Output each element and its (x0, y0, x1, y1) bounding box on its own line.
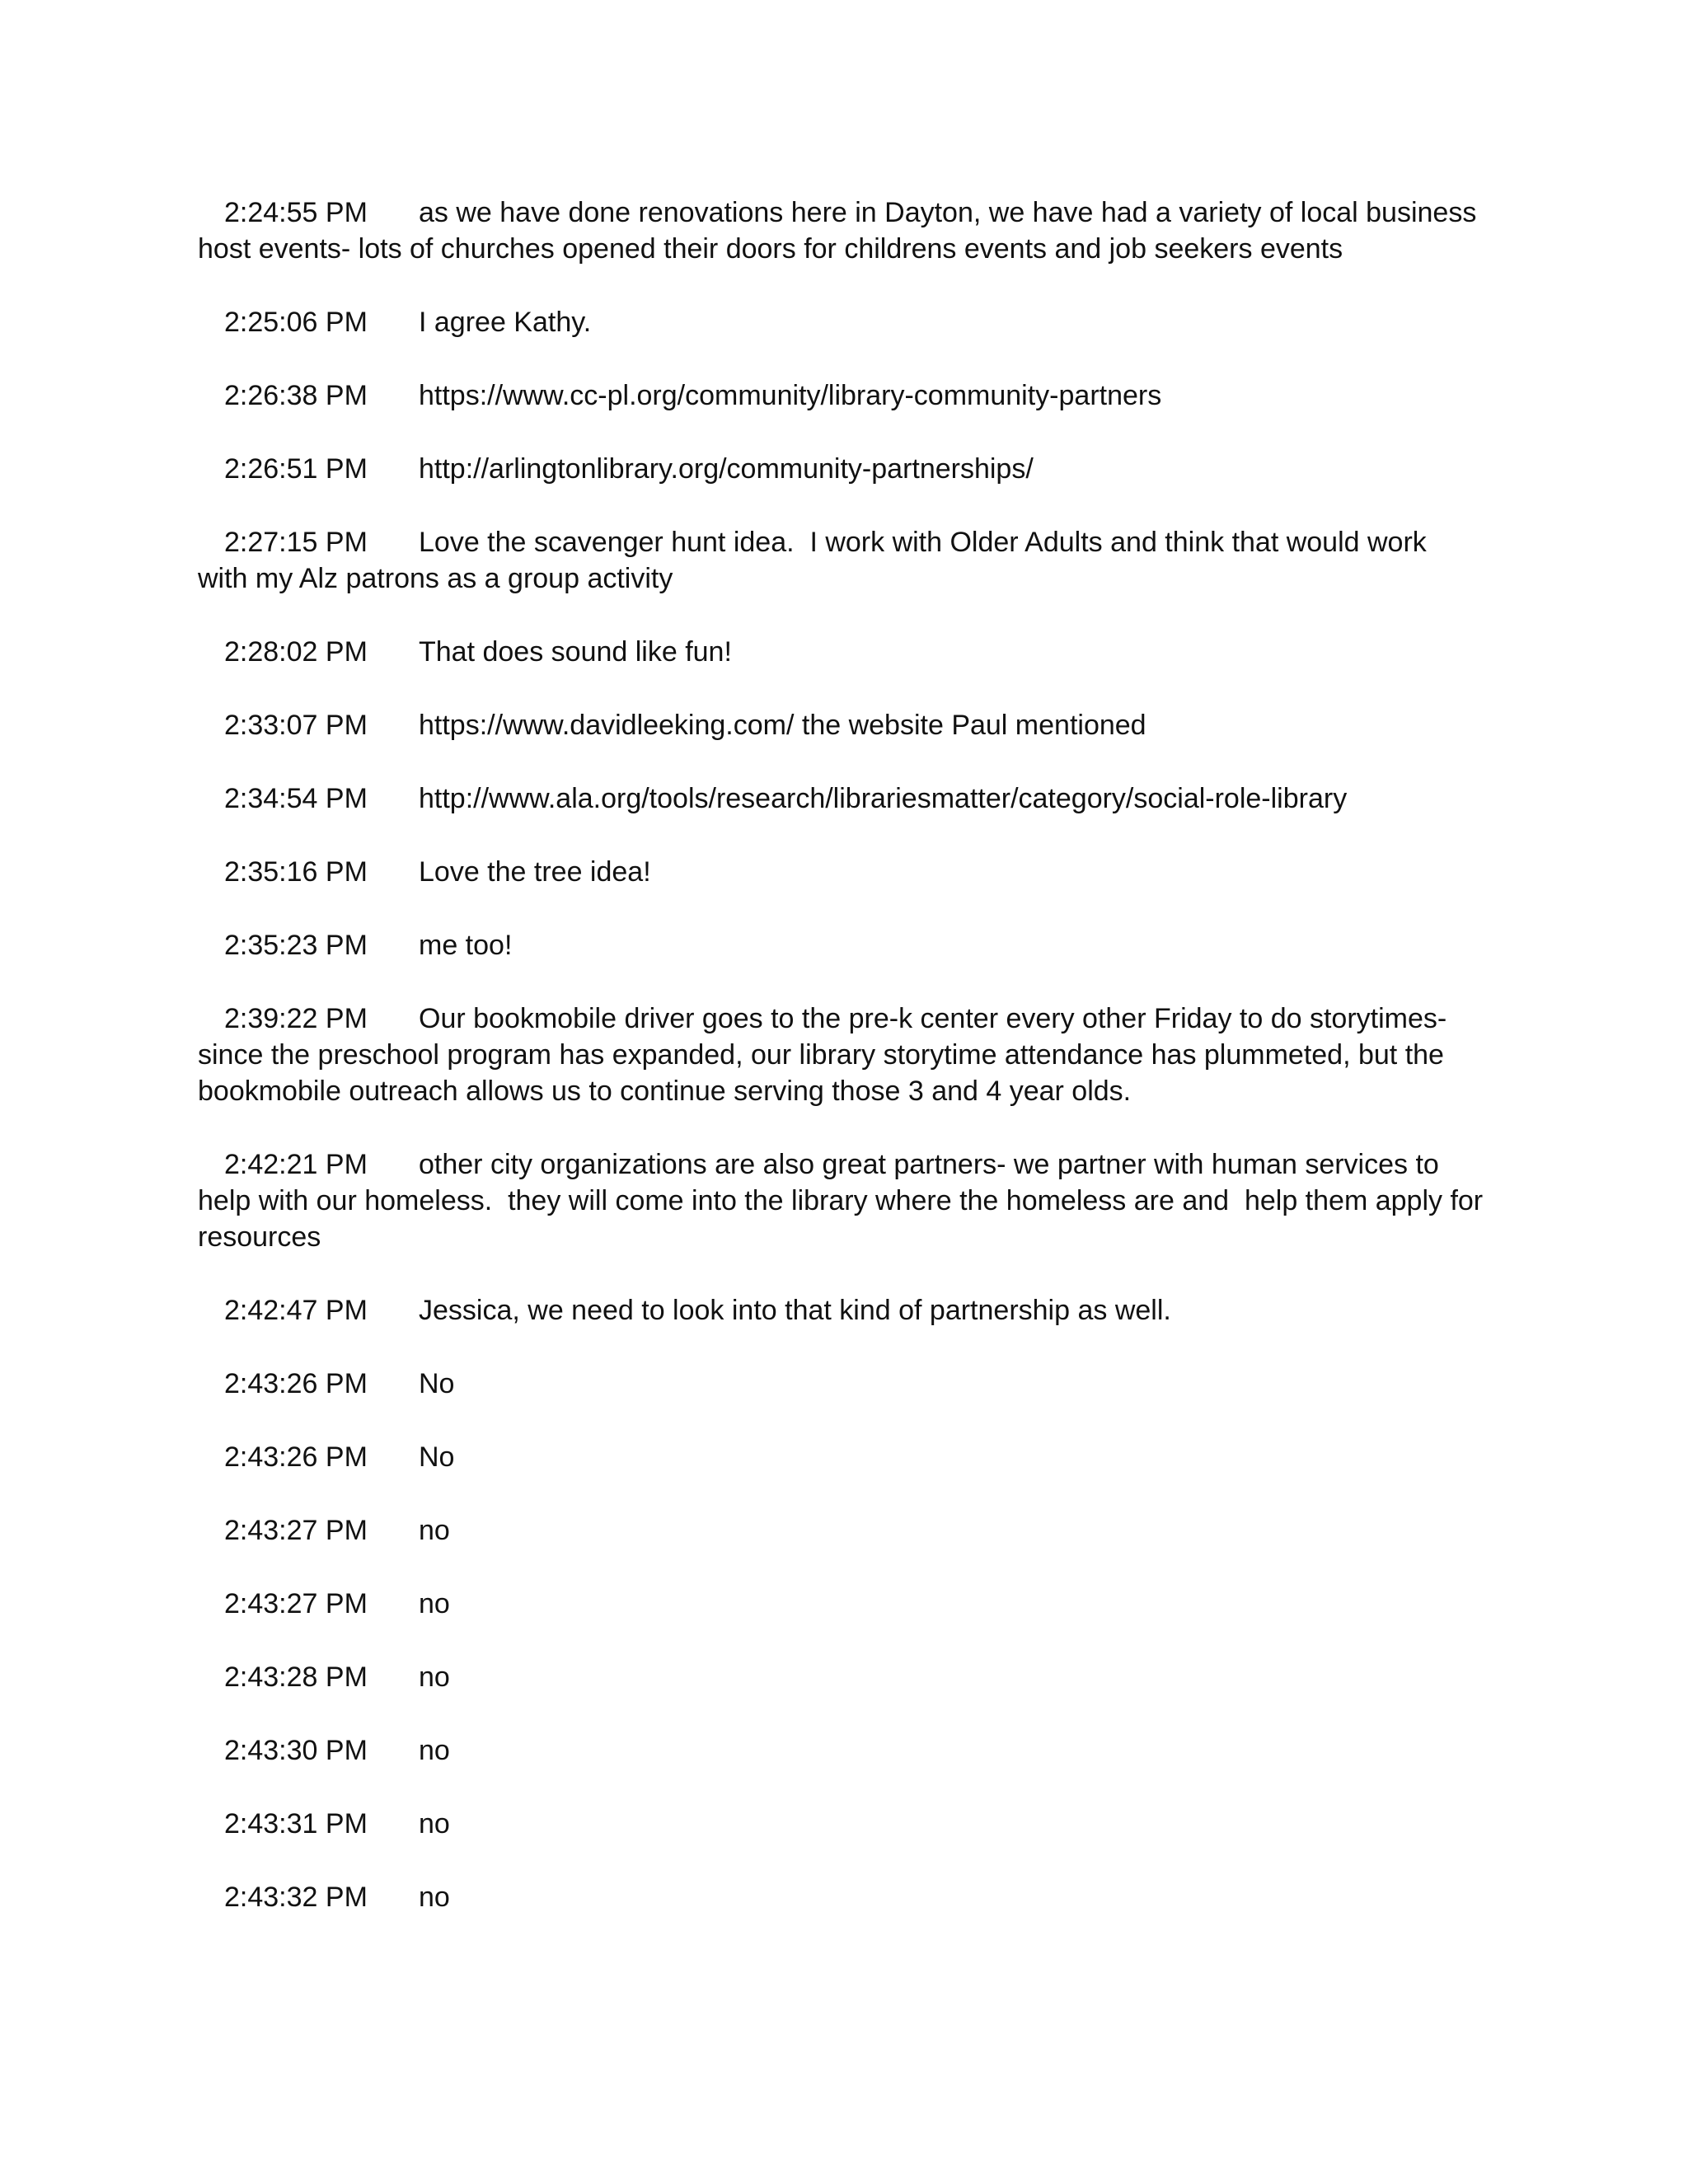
message-text: other city organizations are also great partners- we partner with human services to help with our homeless. they will come into the library where the homeless are and help them apply for resources (198, 1149, 1491, 1253)
chat-entry (198, 854, 1484, 890)
timestamp: 2:27:15 PM (224, 527, 368, 558)
message-text: http://www.ala.org/tools/research/librariesmatter/category/social-role-library (419, 783, 1348, 814)
timestamp: 2:43:27 PM (224, 1588, 368, 1619)
message-text: https://www.cc-pl.org/community/library-community-partners (419, 380, 1162, 411)
message-text: no (419, 1515, 450, 1546)
chat-entry (198, 1586, 1484, 1622)
timestamp: 2:28:02 PM (224, 636, 368, 668)
timestamp: 2:43:32 PM (224, 1882, 368, 1913)
message-text: That does sound like fun! (419, 636, 732, 668)
message-text: no (419, 1661, 450, 1693)
chat-entry (198, 377, 1484, 414)
timestamp: 2:39:22 PM (224, 1003, 368, 1034)
chat-entry (198, 1001, 1484, 1109)
message-text: I agree Kathy. (419, 307, 592, 338)
timestamp: 2:26:51 PM (224, 453, 368, 485)
message-text: no (419, 1882, 450, 1913)
timestamp: 2:35:23 PM (224, 930, 368, 961)
message-text: no (419, 1588, 450, 1619)
chat-entry (198, 1292, 1484, 1329)
timestamp: 2:24:55 PM (224, 197, 368, 228)
message-text: as we have done renovations here in Dayton, we have had a variety of local business host events- lots of churches opened their doors for childrens events and job seekers events (198, 197, 1484, 265)
chat-entry (198, 1512, 1484, 1549)
message-text: No (419, 1441, 455, 1473)
message-text: me too! (419, 930, 513, 961)
chat-entry (198, 1659, 1484, 1695)
timestamp: 2:43:26 PM (224, 1441, 368, 1473)
chat-entry (198, 780, 1484, 817)
timestamp: 2:43:26 PM (224, 1368, 368, 1399)
chat-entry (198, 1366, 1484, 1402)
chat-transcript (198, 194, 1491, 1952)
timestamp: 2:43:28 PM (224, 1661, 368, 1693)
message-text: Jessica, we need to look into that kind of partnership as well. (419, 1295, 1171, 1326)
chat-entry (198, 707, 1484, 743)
message-text: no (419, 1808, 450, 1840)
timestamp: 2:34:54 PM (224, 783, 368, 814)
chat-entry (198, 451, 1484, 487)
message-text: Love the tree idea! (419, 856, 651, 888)
chat-entry (198, 524, 1484, 597)
message-text: no (419, 1735, 450, 1766)
message-text: https://www.davidleeking.com/ the website Paul mentioned (419, 710, 1146, 741)
timestamp: 2:43:31 PM (224, 1808, 368, 1840)
chat-entry (198, 634, 1484, 670)
chat-entry (198, 194, 1484, 267)
timestamp: 2:35:16 PM (224, 856, 368, 888)
chat-entry (198, 1439, 1484, 1475)
timestamp: 2:25:06 PM (224, 307, 368, 338)
chat-entry (198, 1806, 1484, 1842)
chat-entry (198, 304, 1484, 340)
chat-entry (198, 1146, 1491, 1255)
timestamp: 2:42:47 PM (224, 1295, 368, 1326)
timestamp: 2:43:30 PM (224, 1735, 368, 1766)
chat-entry (198, 1732, 1484, 1769)
message-text: Love the scavenger hunt idea. I work with Older Adults and think that would work with my Alz patrons as a group activity (198, 527, 1435, 594)
timestamp: 2:43:27 PM (224, 1515, 368, 1546)
timestamp: 2:42:21 PM (224, 1149, 368, 1180)
message-text: No (419, 1368, 455, 1399)
chat-entry (198, 1879, 1484, 1915)
chat-entry (198, 927, 1484, 963)
timestamp: 2:26:38 PM (224, 380, 368, 411)
message-text: http://arlingtonlibrary.org/community-partnerships/ (419, 453, 1034, 485)
timestamp: 2:33:07 PM (224, 710, 368, 741)
message-text: Our bookmobile driver goes to the pre-k center every other Friday to do storytimes- since the preschool program has expanded, our library storytime attendance has plummeted, but the bookmobile outreach allows us to continue serving those 3 and 4 year olds. (198, 1003, 1455, 1107)
